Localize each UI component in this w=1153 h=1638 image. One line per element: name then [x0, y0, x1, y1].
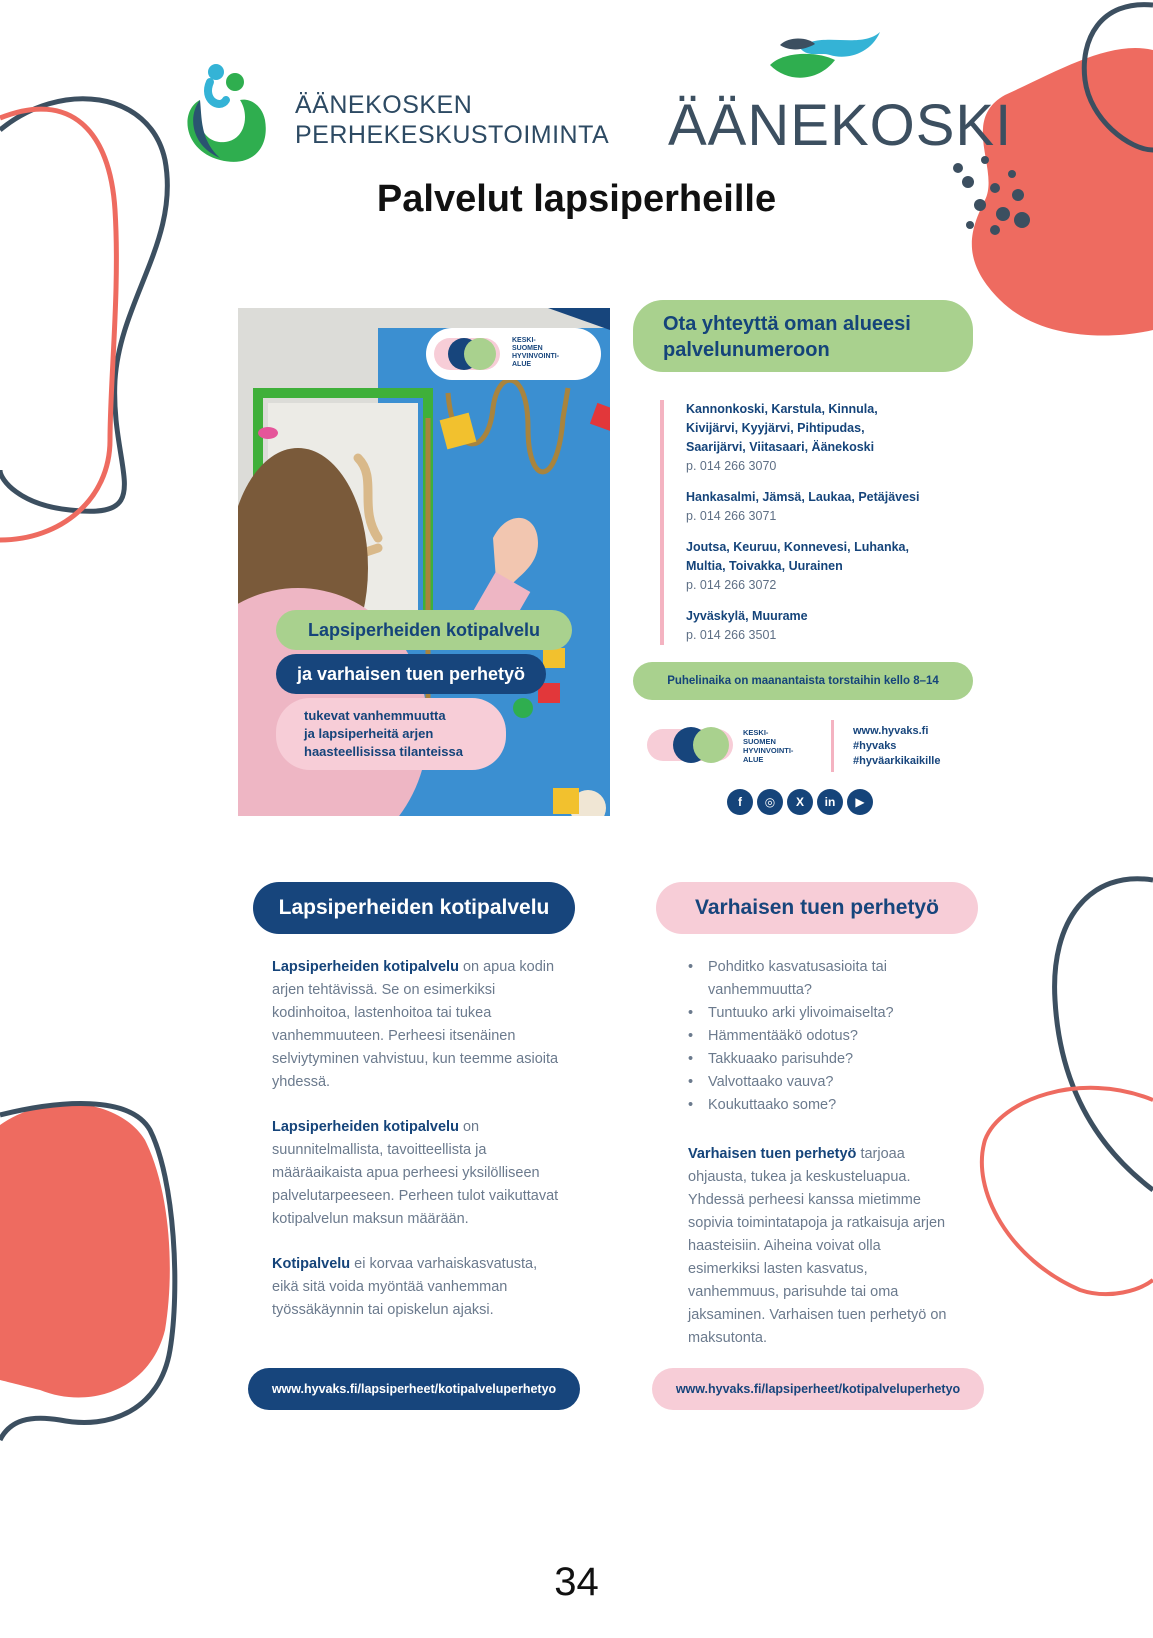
hashtag-hyvaks: #hyvaks: [853, 740, 897, 752]
contact-panel: [625, 300, 985, 820]
bottom-left-blob: [0, 1104, 170, 1398]
page-number: 34: [554, 1560, 599, 1604]
aanekoski-logo: [665, 20, 1013, 160]
contact-phone[interactable]: p. 014 266 3071: [686, 509, 777, 523]
list-item: • Hämmentääkö odotus?: [688, 1025, 948, 1048]
website-link[interactable]: www.hyvaks.fi: [853, 725, 929, 737]
contact-phone[interactable]: p. 014 266 3072: [686, 578, 777, 592]
badge-text: KESKI- SUOMEN HYVINVOINTI- ALUE: [512, 337, 560, 368]
contact-phone[interactable]: p. 014 266 3501: [686, 628, 777, 642]
list-item: • Pohditko kasvatusasioita tai vanhemmuutta?: [688, 956, 948, 1002]
poster-photo: [238, 308, 610, 816]
phone-hours: Puhelinaika on maanantaista torstaihin kello 8–14: [633, 662, 973, 700]
top-left-outline-dark: [0, 99, 167, 512]
list-item: • Tuntuuko arki ylivoimaiselta?: [688, 1002, 948, 1025]
contact-list: [660, 400, 966, 645]
hashtag-hyvaarki: #hyväarkikaikille: [853, 755, 941, 767]
perhekeskus-logo: [180, 60, 610, 170]
list-item: • Takkuaako parisuhde?: [688, 1048, 948, 1071]
right-mid-outline-coral: [982, 1088, 1153, 1294]
kotipalvelu-paragraph-3: Kotipalvelu ei korvaa varhaiskasvatusta, eikä sitä voida myöntää vanhemman työssäkäynnin tai opiskelun ajaksi.: [272, 1256, 538, 1318]
instagram-icon[interactable]: ◎: [757, 789, 783, 815]
poster-label-description: tukevat vanhemmuutta ja lapsiperheitä arjen haasteellisissa tilanteissa: [276, 698, 506, 770]
poster-label-kotipalvelu: Lapsiperheiden kotipalvelu: [276, 610, 572, 650]
web-links: [853, 724, 940, 769]
perhetyo-heading: Varhaisen tuen perhetyö: [656, 882, 978, 934]
right-mid-outline-dark: [1055, 879, 1153, 1190]
kotipalvelu-paragraph-1: Lapsiperheiden kotipalvelu on apua kodin arjen tehtävissä. Se on esimerkiksi kodinhoitoa, lastenhoitoa tai tukea vanhemmuuteen. Perheesi itsenäinen selviytyminen vahvistuu, kun teemme asioita yhdessä.: [272, 959, 559, 1090]
contact-phone[interactable]: p. 014 266 3070: [686, 459, 777, 473]
aanekoski-logo-text: ÄÄNEKOSKI: [668, 93, 1013, 158]
list-item: • Valvottaako vauva?: [688, 1071, 948, 1094]
facebook-icon[interactable]: f: [727, 789, 753, 815]
aanekoski-swoosh-icon: [750, 20, 890, 90]
logo-divider: [831, 720, 834, 772]
logo-line-2: PERHEKESKUSTOIMINTA: [295, 121, 610, 149]
linkedin-icon[interactable]: in: [817, 789, 843, 815]
contact-heading: Ota yhteyttä oman alueesi palvelunumeroon: [633, 300, 973, 372]
contact-item: Jyväskylä, Muurame p. 014 266 3501: [686, 607, 966, 645]
hyvinvointialue-toggle-icon: [647, 723, 737, 767]
page-title: Palvelut lapsiperheille: [376, 178, 777, 220]
x-icon[interactable]: X: [787, 789, 813, 815]
hyvinvointialue-toggle-icon: [434, 334, 504, 374]
poster-label-perhetyo: ja varhaisen tuen perhetyö: [276, 654, 546, 694]
logo-line-1: ÄÄNEKOSKEN: [295, 91, 473, 119]
list-item: • Koukuttaako some?: [688, 1094, 948, 1117]
contact-item: Hankasalmi, Jämsä, Laukaa, Petäjävesi p. 014 266 3071: [686, 488, 966, 526]
perhetyo-text: [688, 956, 948, 1372]
hyvinvointialue-badge: [426, 328, 601, 380]
perhetyo-paragraph: Varhaisen tuen perhetyö tarjoaa ohjausta, tukea ja keskusteluapua. Yhdessä perheesi kanssa mietimme sopivia toimintatapoja ja ratkaisuja arjen haasteisiin. Aiheina voivat olla esimerkiksi lasten kasvatus, vanhemmuus, parisuhde tai oma jaksaminen. Varhaisen tuen perhetyö on maksutonta.: [688, 1146, 947, 1346]
kotipalvelu-url-link[interactable]: www.hyvaks.fi/lapsiperheet/kotipalveluperhetyo: [248, 1368, 580, 1410]
perhekeskus-heart-icon: [180, 60, 290, 170]
contact-item: Joutsa, Keuruu, Konnevesi, Luhanka, Multia, Toivakka, Uurainen p. 014 266 3072: [686, 538, 966, 595]
perhekeskus-logo-text: [295, 90, 609, 150]
youtube-icon[interactable]: ▶: [847, 789, 873, 815]
kotipalvelu-text: [272, 956, 562, 1344]
hyvinvointialue-logo-text: KESKI- SUOMEN HYVINVOINTI- ALUE: [743, 728, 794, 764]
contact-item: Kannonkoski, Karstula, Kinnula, Kivijärvi, Kyyjärvi, Pihtipudas, Saarijärvi, Viitasaari, Äänekoski p. 014 266 3070: [686, 400, 966, 476]
social-icons: [727, 789, 877, 815]
kotipalvelu-heading: Lapsiperheiden kotipalvelu: [253, 882, 575, 934]
perhetyo-url-link[interactable]: www.hyvaks.fi/lapsiperheet/kotipalveluperhetyo: [652, 1368, 984, 1410]
perhetyo-questions: [688, 956, 948, 1117]
top-left-outline-coral: [0, 109, 116, 540]
kotipalvelu-paragraph-2: Lapsiperheiden kotipalvelu on suunnitelmallista, tavoitteellista ja määräaikaista apua perheesi yksilölliseen palvelutarpeeseen. Perheen tulot vaikuttavat kotipalvelun maksun määrään.: [272, 1119, 559, 1227]
